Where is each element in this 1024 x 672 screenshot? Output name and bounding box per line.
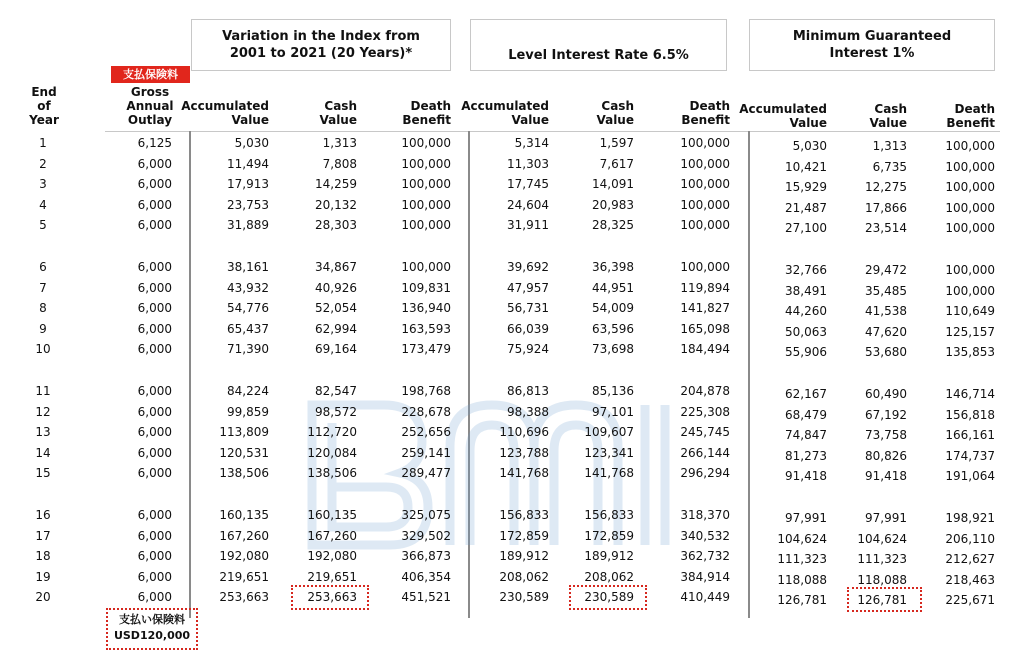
- value-cell: 163,593: [401, 321, 451, 336]
- value-cell: 100,000: [401, 177, 451, 192]
- outlay-cell: 6,000: [137, 425, 172, 440]
- outlay-cell: 6,000: [137, 549, 172, 564]
- value-cell: 21,487: [785, 200, 827, 215]
- value-cell: 218,463: [945, 572, 995, 587]
- value-cell: 219,651: [307, 569, 357, 584]
- premium-tag: 支払保険料: [111, 66, 190, 83]
- outlay-cell: 6,000: [137, 197, 172, 212]
- section-header-index-variation: [191, 19, 451, 71]
- value-cell: 38,491: [785, 283, 827, 298]
- value-cell: 97,101: [592, 404, 634, 419]
- value-cell: 100,000: [401, 136, 451, 150]
- value-cell: 99,859: [227, 404, 269, 419]
- value-cell: 52,054: [315, 301, 357, 316]
- outlay-cell: 6,000: [137, 280, 172, 295]
- value-cell: 27,100: [785, 221, 827, 236]
- value-cell: 100,000: [945, 180, 995, 195]
- value-cell: 110,649: [945, 304, 995, 319]
- value-cell: 85,136: [592, 384, 634, 398]
- value-cell: 54,009: [592, 301, 634, 316]
- value-cell: 32,766: [785, 263, 827, 277]
- value-cell: 73,758: [865, 428, 907, 443]
- value-cell: 23,514: [865, 221, 907, 236]
- value-cell: 219,651: [219, 569, 269, 584]
- value-cell: 100,000: [680, 218, 730, 233]
- value-cell: 410,449: [680, 590, 730, 605]
- outlay-cell: 6,000: [137, 177, 172, 192]
- outlay-cell: 6,000: [137, 218, 172, 233]
- year-cell: 2: [39, 156, 47, 171]
- value-cell: 81,273: [785, 448, 827, 463]
- value-cell: 165,098: [680, 321, 730, 336]
- value-cell: 100,000: [680, 260, 730, 274]
- header-death-benefit: Death Benefit: [946, 102, 995, 130]
- value-cell: 156,833: [584, 508, 634, 522]
- value-cell: 100,000: [401, 218, 451, 233]
- value-cell: 110,696: [499, 425, 549, 440]
- value-cell: 100,000: [680, 156, 730, 171]
- value-cell: 71,390: [227, 342, 269, 357]
- header-gross-annual-outlay: Gross Annual Outlay: [126, 85, 174, 127]
- value-cell: 141,768: [584, 466, 634, 481]
- value-cell: 138,506: [307, 466, 357, 481]
- value-cell: 75,924: [507, 342, 549, 357]
- year-cell: 9: [39, 321, 47, 336]
- value-cell: 66,039: [507, 321, 549, 336]
- value-cell: 451,521: [401, 590, 451, 605]
- value-cell: 228,678: [401, 404, 451, 419]
- value-cell: 47,620: [865, 324, 907, 339]
- value-cell: 1,313: [322, 136, 357, 150]
- section-title-line1: Variation in the Index from: [222, 29, 420, 44]
- value-cell: 198,768: [401, 384, 451, 398]
- value-cell: 67,192: [865, 407, 907, 422]
- year-cell: 7: [39, 280, 47, 295]
- value-cell: 208,062: [584, 569, 634, 584]
- value-cell: 53,680: [865, 345, 907, 360]
- value-cell: 167,260: [307, 528, 357, 543]
- header-end-of-year: End of Year: [29, 85, 59, 127]
- year-cell: 15: [35, 466, 51, 481]
- outlay-cell: 6,000: [137, 342, 172, 357]
- value-cell: 123,341: [584, 445, 634, 460]
- value-cell: 189,912: [584, 549, 634, 564]
- highlight-cash-value-index: [291, 585, 369, 610]
- header-accumulated-value: Accumulated Value: [181, 99, 269, 127]
- value-cell: 28,303: [315, 218, 357, 233]
- year-cell: 13: [35, 425, 51, 440]
- highlight-cash-value-level: [569, 585, 647, 610]
- value-cell: 184,494: [680, 342, 730, 357]
- value-cell: 296,294: [680, 466, 730, 481]
- value-cell: 5,030: [792, 139, 827, 153]
- year-cell: 20: [35, 590, 51, 605]
- outlay-cell: 6,000: [137, 404, 172, 419]
- value-cell: 1,597: [599, 136, 634, 150]
- header-accumulated-value: Accumulated Value: [739, 102, 827, 130]
- value-cell: 17,745: [507, 177, 549, 192]
- outlay-cell: 6,000: [137, 466, 172, 481]
- value-cell: 126,781: [857, 593, 907, 608]
- value-cell: 204,878: [680, 384, 730, 398]
- value-cell: 34,867: [315, 260, 357, 274]
- header-cash-value: Cash Value: [869, 102, 907, 130]
- value-cell: 135,853: [945, 345, 995, 360]
- outlay-cell: 6,000: [137, 528, 172, 543]
- outlay-cell: 6,125: [137, 136, 172, 150]
- value-cell: 23,753: [227, 197, 269, 212]
- value-cell: 191,064: [945, 469, 995, 484]
- value-cell: 62,167: [785, 387, 827, 401]
- value-cell: 100,000: [945, 159, 995, 174]
- outlay-cell: 6,000: [137, 384, 172, 398]
- value-cell: 156,818: [945, 407, 995, 422]
- value-cell: 160,135: [219, 508, 269, 522]
- value-cell: 47,957: [507, 280, 549, 295]
- header-cash-value: Cash Value: [319, 99, 357, 127]
- value-cell: 69,164: [315, 342, 357, 357]
- section-title-line1: Minimum Guaranteed: [792, 29, 952, 44]
- value-cell: 318,370: [680, 508, 730, 522]
- outlay-cell: 6,000: [137, 569, 172, 584]
- value-cell: 189,912: [499, 549, 549, 564]
- value-cell: 97,991: [865, 511, 907, 525]
- value-cell: 111,323: [777, 552, 827, 567]
- value-cell: 104,624: [857, 531, 907, 546]
- value-cell: 36,398: [592, 260, 634, 274]
- value-cell: 146,714: [945, 387, 995, 401]
- value-cell: 230,589: [499, 590, 549, 605]
- value-cell: 17,913: [227, 177, 269, 192]
- value-cell: 20,983: [592, 197, 634, 212]
- value-cell: 100,000: [401, 197, 451, 212]
- value-cell: 65,437: [227, 321, 269, 336]
- value-cell: 38,161: [227, 260, 269, 274]
- value-cell: 100,000: [401, 156, 451, 171]
- value-cell: 6,735: [872, 159, 907, 174]
- value-cell: 141,827: [680, 301, 730, 316]
- value-cell: 5,314: [514, 136, 549, 150]
- year-cell: 1: [39, 136, 47, 150]
- value-cell: 43,932: [227, 280, 269, 295]
- value-cell: 126,781: [777, 593, 827, 608]
- value-cell: 10,421: [785, 159, 827, 174]
- value-cell: 259,141: [401, 445, 451, 460]
- value-cell: 208,062: [499, 569, 549, 584]
- value-cell: 20,132: [315, 197, 357, 212]
- value-cell: 192,080: [219, 549, 269, 564]
- value-cell: 14,091: [592, 177, 634, 192]
- outlay-cell: 6,000: [137, 301, 172, 316]
- value-cell: 41,538: [865, 304, 907, 319]
- year-cell: 4: [39, 197, 47, 212]
- value-cell: 44,951: [592, 280, 634, 295]
- value-cell: 174,737: [945, 448, 995, 463]
- value-cell: 12,275: [865, 180, 907, 195]
- value-cell: 100,000: [945, 221, 995, 236]
- year-cell: 19: [35, 569, 51, 584]
- value-cell: 82,547: [315, 384, 357, 398]
- section-title-line2: 2001 to 2021 (20 Years)*: [229, 46, 413, 61]
- value-cell: 138,506: [219, 466, 269, 481]
- value-cell: 100,000: [945, 263, 995, 277]
- year-cell: 8: [39, 301, 47, 316]
- value-cell: 39,692: [507, 260, 549, 274]
- header-death-benefit: Death Benefit: [681, 99, 730, 127]
- year-cell: 6: [39, 260, 47, 274]
- outlay-cell: 6,000: [137, 156, 172, 171]
- value-cell: 54,776: [227, 301, 269, 316]
- header-divider: [105, 131, 1000, 132]
- year-cell: 14: [35, 445, 51, 460]
- value-cell: 120,531: [219, 445, 269, 460]
- value-cell: 253,663: [307, 590, 357, 605]
- value-cell: 35,485: [865, 283, 907, 298]
- section-header-min-guaranteed: [749, 19, 995, 71]
- value-cell: 136,940: [401, 301, 451, 316]
- value-cell: 28,325: [592, 218, 634, 233]
- value-cell: 123,788: [499, 445, 549, 460]
- total-premium-label: 支払い保険料: [119, 613, 185, 626]
- value-cell: 113,809: [219, 425, 269, 440]
- outlay-cell: 6,000: [137, 508, 172, 522]
- value-cell: 166,161: [945, 428, 995, 443]
- value-cell: 119,894: [680, 280, 730, 295]
- value-cell: 125,157: [945, 324, 995, 339]
- highlight-cash-value-minimum: [847, 587, 922, 612]
- outlay-cell: 6,000: [137, 260, 172, 274]
- value-cell: 60,490: [865, 387, 907, 401]
- value-cell: 91,418: [785, 469, 827, 484]
- value-cell: 74,847: [785, 428, 827, 443]
- value-cell: 5,030: [234, 136, 269, 150]
- value-cell: 40,926: [315, 280, 357, 295]
- value-cell: 100,000: [401, 260, 451, 274]
- value-cell: 329,502: [401, 528, 451, 543]
- value-cell: 172,859: [584, 528, 634, 543]
- year-cell: 10: [35, 342, 51, 357]
- value-cell: 7,808: [322, 156, 357, 171]
- value-cell: 100,000: [945, 283, 995, 298]
- value-cell: 384,914: [680, 569, 730, 584]
- value-cell: 225,308: [680, 404, 730, 419]
- value-cell: 120,084: [307, 445, 357, 460]
- value-cell: 11,494: [227, 156, 269, 171]
- value-cell: 172,859: [499, 528, 549, 543]
- year-cell: 12: [35, 404, 51, 419]
- value-cell: 253,663: [219, 590, 269, 605]
- value-cell: 362,732: [680, 549, 730, 564]
- value-cell: 7,617: [599, 156, 634, 171]
- value-cell: 86,813: [507, 384, 549, 398]
- value-cell: 50,063: [785, 324, 827, 339]
- value-cell: 84,224: [227, 384, 269, 398]
- value-cell: 225,671: [945, 593, 995, 608]
- value-cell: 44,260: [785, 304, 827, 319]
- value-cell: 266,144: [680, 445, 730, 460]
- outlay-cell: 6,000: [137, 590, 172, 605]
- value-cell: 91,418: [865, 469, 907, 484]
- value-cell: 252,656: [401, 425, 451, 440]
- value-cell: 156,833: [499, 508, 549, 522]
- value-cell: 118,088: [777, 572, 827, 587]
- value-cell: 109,607: [584, 425, 634, 440]
- value-cell: 100,000: [680, 197, 730, 212]
- section-header-level-rate: [470, 19, 727, 71]
- value-cell: 289,477: [401, 466, 451, 481]
- header-death-benefit: Death Benefit: [402, 99, 451, 127]
- value-cell: 24,604: [507, 197, 549, 212]
- year-cell: 18: [35, 549, 51, 564]
- value-cell: 73,698: [592, 342, 634, 357]
- value-cell: 111,323: [857, 552, 907, 567]
- value-cell: 98,388: [507, 404, 549, 419]
- value-cell: 160,135: [307, 508, 357, 522]
- value-cell: 56,731: [507, 301, 549, 316]
- header-cash-value: Cash Value: [596, 99, 634, 127]
- value-cell: 68,479: [785, 407, 827, 422]
- value-cell: 173,479: [401, 342, 451, 357]
- year-cell: 17: [35, 528, 51, 543]
- value-cell: 62,994: [315, 321, 357, 336]
- value-cell: 63,596: [592, 321, 634, 336]
- year-cell: 16: [35, 508, 51, 522]
- value-cell: 325,075: [401, 508, 451, 522]
- value-cell: 366,873: [401, 549, 451, 564]
- outlay-cell: 6,000: [137, 321, 172, 336]
- total-premium-amount: USD120,000: [113, 629, 191, 642]
- value-cell: 198,921: [945, 511, 995, 525]
- value-cell: 112,720: [307, 425, 357, 440]
- value-cell: 17,866: [865, 200, 907, 215]
- year-cell: 5: [39, 218, 47, 233]
- year-cell: 11: [35, 384, 51, 398]
- value-cell: 55,906: [785, 345, 827, 360]
- value-cell: 97,991: [785, 511, 827, 525]
- section-title-line2: Interest 1%: [829, 46, 915, 61]
- total-premium-note: [108, 612, 196, 644]
- value-cell: 100,000: [680, 177, 730, 192]
- value-cell: 167,260: [219, 528, 269, 543]
- value-cell: 109,831: [401, 280, 451, 295]
- year-cell: 3: [39, 177, 47, 192]
- value-cell: 100,000: [680, 136, 730, 150]
- value-cell: 29,472: [865, 263, 907, 277]
- value-cell: 31,911: [507, 218, 549, 233]
- value-cell: 118,088: [857, 572, 907, 587]
- value-cell: 192,080: [307, 549, 357, 564]
- value-cell: 206,110: [945, 531, 995, 546]
- value-cell: 340,532: [680, 528, 730, 543]
- value-cell: 11,303: [507, 156, 549, 171]
- value-cell: 80,826: [865, 448, 907, 463]
- value-cell: 14,259: [315, 177, 357, 192]
- outlay-cell: 6,000: [137, 445, 172, 460]
- value-cell: 230,589: [584, 590, 634, 605]
- value-cell: 31,889: [227, 218, 269, 233]
- value-cell: 98,572: [315, 404, 357, 419]
- value-cell: 100,000: [945, 139, 995, 153]
- value-cell: 104,624: [777, 531, 827, 546]
- value-cell: 100,000: [945, 200, 995, 215]
- header-accumulated-value: Accumulated Value: [461, 99, 549, 127]
- value-cell: 1,313: [872, 139, 907, 153]
- value-cell: 245,745: [680, 425, 730, 440]
- value-cell: 212,627: [945, 552, 995, 567]
- value-cell: 141,768: [499, 466, 549, 481]
- value-cell: 406,354: [401, 569, 451, 584]
- value-cell: 15,929: [785, 180, 827, 195]
- section-title-line1: Level Interest Rate 6.5%: [508, 48, 689, 63]
